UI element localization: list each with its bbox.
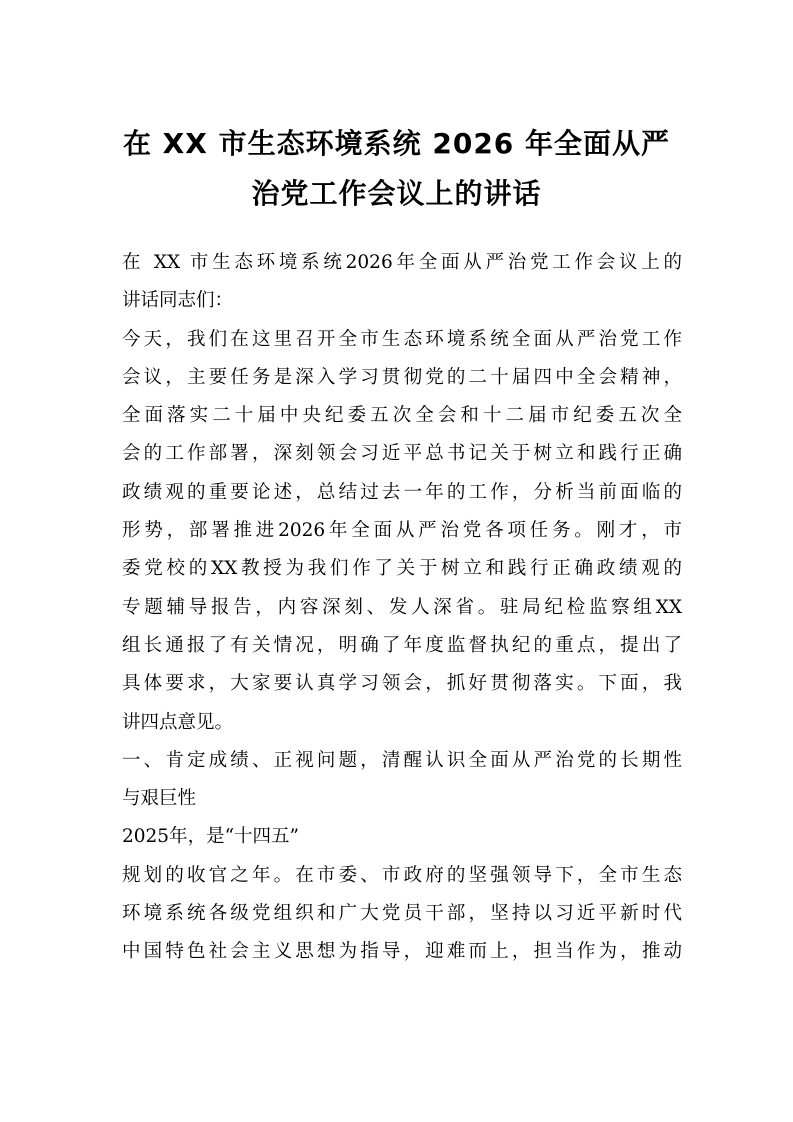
body-line: 组长通报了有关情况，明确了年度监督执纪的重点，提出了 <box>122 634 682 656</box>
body-line: 讲话同志们： <box>122 290 234 312</box>
body-line: 政绩观的重要论述，总结过去一年的工作，分析当前面临的 <box>122 481 682 503</box>
body-line: 专题辅导报告，内容深刻、发人深省。驻局纪检监察组XX <box>122 596 682 618</box>
body-line: 2025年，是“十四五” <box>122 826 299 848</box>
document-title-line-1: 在 XX 市生态环境系统 2026 年全面从严 <box>122 127 671 160</box>
document-body <box>122 244 682 972</box>
body-line: 会议，主要任务是深入学习贯彻党的二十届四中全会精神， <box>122 366 682 388</box>
body-line: 在 XX 市生态环境系统2026年全面从严治党工作会议上的 <box>122 252 682 273</box>
body-line: 委党校的XX教授为我们作了关于树立和践行正确政绩观的 <box>122 558 682 580</box>
body-line: 会的工作部署，深刻领会习近平总书记关于树立和践行正确 <box>122 443 682 465</box>
section-heading-line: 一、肯定成绩、正视问题，清醒认识全面从严治党的长期性 <box>122 749 682 771</box>
body-line: 讲四点意见。 <box>122 711 234 733</box>
body-line: 具体要求，大家要认真学习领会，抓好贯彻落实。下面，我 <box>122 673 682 695</box>
body-line: 形势，部署推进2026年全面从严治党各项任务。刚才，市 <box>122 520 682 542</box>
body-line: 规划的收官之年。在市委、市政府的坚强领导下，全市生态 <box>122 864 682 886</box>
body-line: 环境系统各级党组织和广大党员干部，坚持以习近平新时代 <box>122 903 682 925</box>
body-line: 中国特色社会主义思想为指导，迎难而上，担当作为，推动 <box>122 941 682 963</box>
body-line: 今天，我们在这里召开全市生态环境系统全面从严治党工作 <box>122 328 682 350</box>
document-title-line-2: 治党工作会议上的讲话 <box>251 177 542 210</box>
body-line: 全面落实二十届中央纪委五次全会和十二届市纪委五次全 <box>122 405 682 427</box>
section-heading-line: 与艰巨性 <box>122 788 197 810</box>
